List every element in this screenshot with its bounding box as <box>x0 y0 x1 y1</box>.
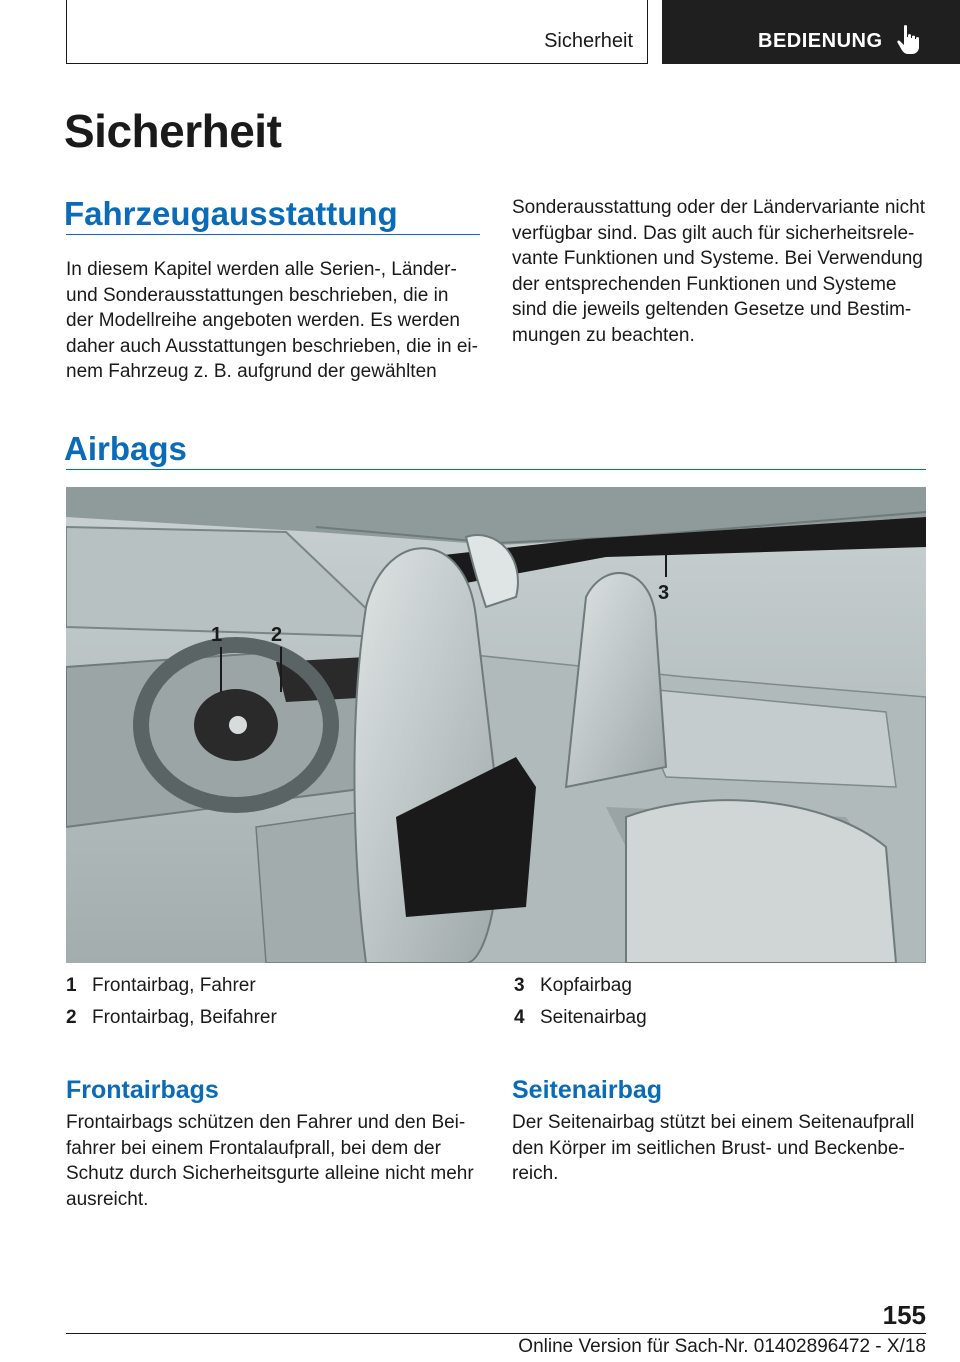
legend-text: Kopfairbag <box>540 975 632 996</box>
seitenairbag-text <box>512 1110 932 1187</box>
equipment-text-col2 <box>512 195 932 348</box>
text-line: Schutz durch Sicherheitsgurte alleine nicht mehr <box>66 1163 474 1184</box>
callout-1: 1 <box>211 624 223 646</box>
text-line: fahrer bei einem Frontalaufprall, bei dem der <box>66 1137 441 1159</box>
legend-number: 3 <box>514 975 525 996</box>
legend-number: 1 <box>66 975 77 996</box>
subheading-seitenairbag: Seitenairbag <box>512 1076 663 1104</box>
legend-number: 4 <box>514 1007 525 1028</box>
header-chapter-tab <box>662 0 960 64</box>
text-line: nem Fahrzeug z. B. aufgrund der gewählten <box>66 361 437 382</box>
text-line: der Modellreihe angeboten werden. Es werden <box>66 310 460 331</box>
section-heading-equipment: Fahrzeugausstattung <box>64 195 398 232</box>
header-section-box <box>66 0 648 64</box>
header-chapter-label: BEDIENUNG <box>758 30 883 52</box>
text-line: und Sonderausstattungen beschrieben, die in <box>66 284 449 306</box>
legend-item <box>514 970 914 1002</box>
text-line: In diesem Kapitel werden alle Serien-, Länder- <box>66 259 457 280</box>
section-rule-airbags <box>66 469 926 470</box>
online-version-note: Online Version für Sach-Nr. 01402896472 - X/18 <box>518 1336 926 1357</box>
section-heading-airbags: Airbags <box>64 430 187 467</box>
text-line: daher auch Ausstattungen beschrieben, die in ei- <box>66 335 478 357</box>
text-line: mungen zu beachten. <box>512 324 695 346</box>
header-section-label: Sicherheit <box>544 30 633 52</box>
callout-2: 2 <box>271 624 283 646</box>
subheading-frontairbags: Frontairbags <box>66 1076 219 1104</box>
legend-item <box>66 970 466 1002</box>
figure-legend-left <box>66 970 466 1034</box>
equipment-text-col1 <box>66 257 482 385</box>
frontairbags-text <box>66 1110 486 1212</box>
text-line: Der Seitenairbag stützt bei einem Seitenaufprall <box>512 1112 915 1133</box>
text-line: Frontairbags schützen den Fahrer und den Bei- <box>66 1112 466 1133</box>
pointing-hand-icon <box>896 24 922 56</box>
text-line: der entsprechenden Funktionen und Systeme <box>512 273 897 295</box>
text-line: verfügbar sind. Das gilt auch für sicherheitsrele- <box>512 222 915 244</box>
legend-text: Seitenairbag <box>540 1007 647 1028</box>
text-line: sind die jeweils geltenden Gesetze und Bestim- <box>512 299 912 320</box>
text-line: den Körper im seitlichen Brust- und Beckenbe- <box>512 1137 905 1159</box>
footer-rule <box>66 1333 926 1334</box>
text-line: vante Funktionen und Systeme. Bei Verwendung <box>512 248 923 269</box>
legend-item <box>66 1002 466 1034</box>
car-interior-drawing <box>66 487 926 963</box>
airbag-illustration <box>66 487 926 963</box>
callout-4: 4 <box>503 831 515 853</box>
legend-number: 2 <box>66 1007 77 1028</box>
legend-text: Frontairbag, Fahrer <box>92 975 256 996</box>
callout-3: 3 <box>658 582 670 604</box>
text-line: reich. <box>512 1163 559 1184</box>
section-rule-equipment <box>66 234 480 235</box>
legend-item <box>514 1002 914 1034</box>
legend-text: Frontairbag, Beifahrer <box>92 1007 277 1028</box>
page-number: 155 <box>882 1300 926 1330</box>
text-line: Sonderausstattung oder der Ländervariante nicht <box>512 197 925 218</box>
figure-legend-right <box>514 970 914 1034</box>
text-line: ausreicht. <box>66 1188 149 1210</box>
page-title: Sicherheit <box>64 105 282 157</box>
